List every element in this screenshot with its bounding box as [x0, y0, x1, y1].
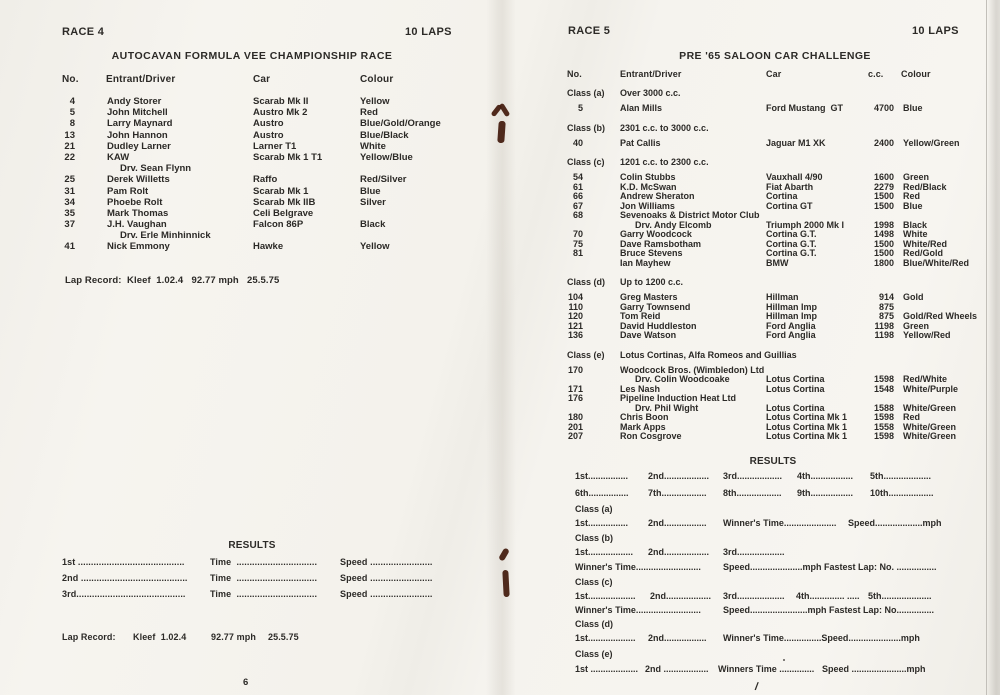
car-colour: Blue/Gold/Orange [360, 118, 441, 130]
car-colour: White/Green [903, 421, 957, 432]
car-colour: Gold/Red Wheels [903, 311, 978, 321]
car-model: Lotus Cortina [766, 374, 825, 384]
entrant-driver: Ron Cosgrove [620, 431, 682, 441]
result-field: Winner's Time...............Speed.....................mph [723, 633, 920, 643]
page-number: 6 [243, 677, 249, 688]
car-model: Celi Belgrave [253, 207, 314, 219]
car-model: Cortina GT [766, 200, 813, 211]
entry-row [0, 403, 1000, 413]
entry-row [0, 384, 1000, 394]
lap-record-speed: 92.77 mph [211, 632, 256, 642]
entry-row [0, 412, 1000, 422]
entry-row [0, 422, 1000, 432]
entrant-driver: Dudley Larner [107, 140, 171, 152]
car-number: 136 [567, 330, 583, 340]
car-number: 13 [64, 129, 75, 141]
lap-record-label: Lap Record: [62, 632, 116, 642]
car-number: 176 [567, 393, 583, 403]
car-model: Lotus Cortina Mk 1 [766, 421, 848, 432]
car-colour: White/Green [903, 431, 957, 441]
engine-cc: 1548 [873, 383, 894, 394]
entrant-driver: Mark Thomas [107, 207, 169, 219]
car-model: Scarab Mk 1 T1 [253, 151, 323, 163]
engine-cc: 4700 [873, 103, 894, 113]
result-field: 10th.................. [870, 488, 934, 498]
car-model: Lotus Cortina Mk 1 [766, 412, 848, 422]
car-number: 25 [64, 174, 75, 186]
car-number: 120 [567, 311, 583, 321]
car-model: Larner T1 [253, 140, 297, 152]
entry-row [0, 207, 1000, 220]
entrant-driver: Colin Stubbs [620, 172, 676, 182]
result-field: Winner's Time.......................... [575, 605, 701, 615]
car-colour: Red/Black [903, 181, 947, 192]
ink-speck [783, 659, 785, 661]
stray-pen-mark: / [753, 680, 760, 694]
entry-row [0, 88, 1000, 98]
entrant-driver: John Mitchell [107, 107, 168, 119]
entry-row [0, 374, 1000, 384]
car-colour: White/Green [903, 402, 957, 413]
col-header-no: No. [62, 74, 79, 85]
car-number: Class (c) [567, 157, 605, 167]
result-field: Speed.......................mph Fastest Lap: No............... [723, 605, 935, 615]
class-label: Class (c) [575, 577, 613, 587]
engine-cc: 1998 [873, 219, 894, 230]
entry-row [0, 431, 1000, 441]
entry-row [0, 191, 1000, 201]
car-number: 170 [567, 364, 583, 375]
result-position-field: 2nd ......................................... [62, 573, 188, 583]
car-number: 121 [567, 320, 583, 331]
results-title: RESULTS [228, 540, 276, 551]
entrant-driver: Les Nash [620, 383, 661, 394]
entry-row [0, 365, 1000, 375]
car-colour: Yellow [360, 96, 390, 107]
result-field: 4th................. [797, 471, 854, 481]
entrant-driver: Over 3000 c.c. [620, 88, 681, 98]
laps-label: 10 LAPS [405, 26, 452, 38]
entrant-driver: Tom Reid [620, 311, 661, 321]
car-colour: Blue/White/Red [903, 257, 970, 268]
car-number: 104 [567, 292, 583, 302]
car-model: Scarab Mk IIB [253, 196, 316, 208]
result-time-field: Time ............................... [210, 557, 318, 567]
car-model: Falcon 86P [253, 219, 304, 231]
car-number: 37 [64, 219, 75, 231]
engine-cc: 2279 [873, 181, 894, 192]
result-field: 7th.................. [648, 488, 707, 498]
col-header-no: No. [567, 69, 582, 79]
race-title: PRE '65 SALOON CAR CHALLENGE [679, 50, 871, 62]
entry-row [0, 138, 1000, 148]
car-model: Hillman Imp [766, 311, 818, 321]
result-field: 3rd................... [723, 591, 785, 601]
entry-row [0, 229, 1000, 242]
engine-cc: 1558 [873, 421, 894, 432]
entrant-driver: K.D. McSwan [620, 181, 677, 192]
car-colour: Blue [903, 200, 923, 211]
car-number: Class (b) [567, 122, 606, 133]
entrant-driver: Chris Boon [620, 412, 669, 422]
car-model: Scarab Mk 1 [253, 185, 309, 197]
result-field: 1st ................... [575, 664, 639, 674]
result-field: 1st................... [575, 591, 636, 601]
entry-row [0, 302, 1000, 312]
car-number: 75 [572, 238, 583, 249]
results-line [0, 562, 1000, 572]
entrant-driver: David Huddleston [620, 320, 697, 331]
entry-row [0, 311, 1000, 321]
entrant-driver: Pat Callis [620, 137, 661, 148]
entrant-driver: Alan Mills [620, 103, 663, 113]
car-number: 5 [69, 107, 75, 119]
entrant-driver: Bruce Stevens [620, 248, 683, 258]
car-model: Cortina G.T. [766, 248, 817, 258]
entry-row [0, 277, 1000, 287]
car-number: 8 [69, 118, 75, 130]
engine-cc: 1600 [873, 172, 894, 182]
results-title: RESULTS [749, 456, 797, 467]
entrant-driver: Larry Maynard [107, 118, 173, 130]
engine-cc: 1588 [873, 402, 894, 413]
car-model: Raffo [253, 174, 278, 186]
race-number-label: RACE 4 [62, 26, 105, 38]
engine-cc: 1498 [873, 229, 894, 239]
entry-row [0, 182, 1000, 192]
engine-cc: 1500 [873, 238, 894, 249]
car-colour: Green [903, 172, 930, 182]
result-field: 1st................ [575, 518, 629, 528]
results-line [0, 591, 1000, 601]
col-header-entrant: Entrant/Driver [620, 69, 682, 79]
race-number-label: RACE 5 [568, 25, 611, 37]
entrant-driver: Derek Willetts [107, 174, 170, 186]
car-number: 34 [64, 196, 75, 208]
car-number: 40 [572, 137, 583, 148]
results-line [0, 488, 1000, 498]
engine-cc: 1500 [873, 191, 894, 201]
result-field: 1st................ [575, 471, 629, 481]
car-number: 201 [567, 421, 583, 432]
car-colour: Yellow/Green [903, 137, 960, 148]
result-speed-field: Speed ........................ [340, 557, 433, 567]
car-colour: Red/White [903, 374, 947, 384]
col-header-car: Car [253, 74, 271, 85]
result-field: 5th................... [870, 471, 932, 481]
car-model: Austro [253, 129, 284, 141]
class-label: Class (e) [575, 649, 613, 659]
car-colour: Gold [903, 292, 924, 302]
car-colour: Blue [360, 185, 381, 197]
car-model: Austro [253, 118, 284, 130]
engine-cc: 1500 [873, 200, 894, 211]
col-header-colour: Colour [901, 69, 931, 79]
entrant-driver: Garry Townsend [620, 301, 691, 312]
results-line [0, 471, 1000, 481]
col-header-car: Car [766, 69, 782, 79]
car-model: Vauxhall 4/90 [766, 172, 823, 182]
result-field: Speed.....................mph Fastest Lap: No. ................ [723, 562, 937, 572]
results-line [0, 547, 1000, 557]
engine-cc: 2400 [873, 137, 894, 148]
col-header-colour: Colour [360, 74, 394, 85]
car-model: Jaguar M1 XK [766, 137, 826, 148]
entrant-driver: Andrew Sheraton [620, 191, 695, 201]
car-colour: Yellow/Red [903, 330, 951, 340]
entry-row [0, 321, 1000, 331]
engine-cc: 1598 [873, 431, 894, 441]
entrant-driver: Drv. Phil Wight [635, 402, 699, 413]
result-field: 9th................. [797, 488, 854, 498]
entrant-driver: Drv. Andy Elcomb [635, 219, 712, 230]
class-label: Class (d) [575, 619, 614, 629]
car-number: 68 [572, 210, 583, 220]
entry-row [0, 350, 1000, 360]
entrant-driver: Dave Watson [620, 330, 677, 340]
result-speed-field: Speed ........................ [340, 589, 433, 599]
car-number: 66 [572, 191, 583, 201]
result-field: 6th................ [575, 488, 629, 498]
results-class-label [0, 504, 1000, 514]
entrant-driver: Andy Storer [107, 96, 162, 107]
car-colour: Yellow/Blue [360, 151, 413, 163]
entrant-driver: Woodcock Bros. (Wimbledon) Ltd [620, 364, 765, 375]
car-model: Hawke [253, 241, 284, 253]
entrant-driver: Jon Williams [620, 200, 675, 211]
race-title: AUTOCAVAN FORMULA VEE CHAMPIONSHIP RACE [111, 50, 393, 62]
result-field: Speed...................mph [848, 518, 942, 528]
car-number: 110 [568, 301, 583, 312]
engine-cc: 1800 [873, 257, 894, 268]
car-colour: Red [360, 107, 378, 119]
car-number: 70 [572, 229, 583, 239]
car-colour: White [903, 229, 928, 239]
entrant-driver: Drv. Erle Minhinnick [120, 230, 211, 242]
entry-row [0, 292, 1000, 302]
entrant-driver: J.H. Vaughan [107, 219, 167, 231]
engine-cc: 914 [878, 292, 894, 302]
entrant-driver: Pam Rolt [107, 185, 149, 197]
engine-cc: 1198 [874, 320, 894, 331]
result-field: 3rd................... [723, 547, 785, 557]
result-field: Winner's Time.......................... [575, 562, 701, 572]
car-colour: Red [903, 191, 921, 201]
car-number: 180 [567, 412, 583, 422]
entry-row [0, 393, 1000, 403]
result-field: 2nd.................. [648, 471, 710, 481]
car-number: 81 [572, 248, 583, 258]
entry-row [0, 220, 1000, 230]
engine-cc: 1598 [873, 374, 894, 384]
result-field: 2nd.................. [648, 547, 710, 557]
entry-row [0, 258, 1000, 268]
entrant-driver: Phoebe Rolt [107, 196, 163, 208]
results-class-label [0, 577, 1000, 587]
entrant-driver: Garry Woodcock [620, 229, 692, 239]
entry-row [0, 172, 1000, 182]
car-model: BMW [766, 257, 789, 268]
car-colour: White [360, 140, 386, 152]
results-line [0, 664, 1000, 674]
results-class-label [0, 619, 1000, 629]
result-field: 2nd................. [648, 633, 707, 643]
car-colour: Red [903, 412, 921, 422]
result-field: 1st................... [575, 633, 636, 643]
result-position-field: 1st ......................................... [62, 557, 185, 567]
result-field: 1st.................. [575, 547, 634, 557]
results-class-label [0, 533, 1000, 543]
entrant-driver: John Hannon [107, 129, 168, 141]
car-number: 207 [567, 431, 583, 441]
result-field: 2nd.................. [650, 591, 712, 601]
entrant-driver: Lotus Cortinas, Alfa Romeos and Guillias [620, 349, 797, 360]
car-number: 35 [64, 207, 75, 219]
engine-cc: 1598 [873, 412, 894, 422]
engine-cc: 1198 [874, 330, 894, 340]
result-field: 5th.................... [868, 591, 932, 601]
car-model: Lotus Cortina [766, 402, 825, 413]
engine-cc: 875 [878, 311, 894, 321]
entrant-driver: Drv. Colin Woodcoake [635, 374, 730, 384]
result-time-field: Time ............................... [210, 589, 318, 599]
entry-row [0, 157, 1000, 167]
car-model: Ford Mustang GT [766, 103, 843, 113]
entrant-driver: Drv. Sean Flynn [120, 163, 192, 175]
engine-cc: 1500 [873, 248, 894, 258]
entrant-driver: Dave Ramsbotham [620, 238, 702, 249]
car-number: 67 [572, 200, 583, 211]
car-colour: White/Purple [903, 383, 959, 394]
results-line [0, 633, 1000, 643]
entrant-driver: Up to 1200 c.c. [620, 277, 684, 287]
entry-row [0, 201, 1000, 211]
car-number: Class (d) [567, 277, 606, 287]
entrant-driver: Nick Emmony [107, 241, 170, 253]
result-field: 8th.................. [723, 488, 782, 498]
col-header-cc: c.c. [868, 69, 884, 79]
lap-record-holder: Kleef 1.02.4 [133, 632, 187, 642]
car-number: 22 [64, 151, 75, 163]
result-field: 3rd.................. [723, 471, 783, 481]
car-number: Class (a) [567, 88, 605, 98]
car-model: Ford Anglia [766, 320, 816, 331]
race5-entry-list [0, 78, 1000, 441]
car-model: Cortina G.T. [766, 238, 817, 249]
car-colour: Blue [903, 103, 923, 113]
laps-label: 10 LAPS [912, 25, 959, 37]
entrant-driver: Greg Masters [620, 292, 678, 302]
car-number: 4 [69, 96, 75, 107]
results-line [0, 605, 1000, 615]
car-model: Fiat Abarth [766, 181, 814, 192]
entrant-driver: Pipeline Induction Heat Ltd [620, 393, 737, 403]
entry-row [0, 239, 1000, 249]
car-model: Lotus Cortina [766, 383, 825, 394]
car-colour: Green [903, 320, 930, 331]
result-field: Winners Time .............. [718, 664, 815, 674]
result-field: Speed ......................mph [822, 664, 926, 674]
result-field: 2nd................. [648, 518, 707, 528]
car-colour: Silver [360, 196, 386, 208]
car-model: Hillman [766, 292, 799, 302]
entrant-driver: Ian Mayhew [620, 257, 671, 268]
car-model: Austro Mk 2 [253, 107, 308, 119]
car-number: 41 [64, 241, 75, 253]
entry-row [0, 123, 1000, 133]
car-number: 54 [572, 172, 583, 182]
class-label: Class (b) [575, 533, 614, 543]
car-number: 171 [567, 383, 583, 394]
result-speed-field: Speed ........................ [340, 573, 433, 583]
entrant-driver: 2301 c.c. to 3000 c.c. [620, 122, 709, 133]
results-line [0, 518, 1000, 528]
col-header-entrant: Entrant/Driver [106, 74, 176, 85]
result-field: 2nd .................. [645, 664, 709, 674]
result-field: 4th.............. ..... [796, 591, 860, 601]
result-position-field: 3rd.......................................... [62, 589, 186, 599]
class-label: Class (a) [575, 504, 613, 514]
car-model: Lotus Cortina Mk 1 [766, 431, 848, 441]
car-colour: Blue/Black [360, 129, 409, 141]
lap-record-line: Lap Record: Kleef 1.02.4 92.77 mph 25.5.75 [65, 275, 280, 286]
result-time-field: Time ............................... [210, 573, 318, 583]
entrant-driver: KAW [107, 151, 130, 163]
entrant-driver: Mark Apps [620, 421, 666, 432]
car-model: Cortina [766, 191, 798, 201]
entrant-driver: 1201 c.c. to 2300 c.c. [620, 157, 709, 167]
car-model: Hillman Imp [766, 301, 818, 312]
car-number: Class (e) [567, 349, 605, 360]
car-colour: Black [360, 219, 386, 231]
engine-cc: 875 [878, 301, 894, 312]
car-colour: Yellow [360, 241, 390, 253]
car-colour: Red/Gold [903, 248, 943, 258]
car-model: Triumph 2000 Mk I [766, 219, 845, 230]
car-number: 61 [572, 181, 583, 192]
car-colour: Red/Silver [360, 174, 407, 186]
results-class-label [0, 649, 1000, 659]
car-colour: Black [903, 219, 928, 230]
entry-row [0, 330, 1000, 340]
car-model: Cortina G.T. [766, 229, 817, 239]
car-number: 21 [64, 140, 75, 152]
lap-record-date: 25.5.75 [268, 632, 299, 642]
car-number: 31 [64, 185, 75, 197]
entry-row [0, 103, 1000, 113]
car-model: Ford Anglia [766, 330, 816, 340]
entry-row [0, 248, 1000, 258]
car-model: Scarab Mk II [253, 96, 309, 107]
car-colour: White/Red [903, 238, 947, 249]
car-number: 5 [577, 103, 583, 113]
entrant-driver: Sevenoaks & District Motor Club [620, 210, 760, 220]
result-field: Winner's Time..................... [723, 518, 837, 528]
